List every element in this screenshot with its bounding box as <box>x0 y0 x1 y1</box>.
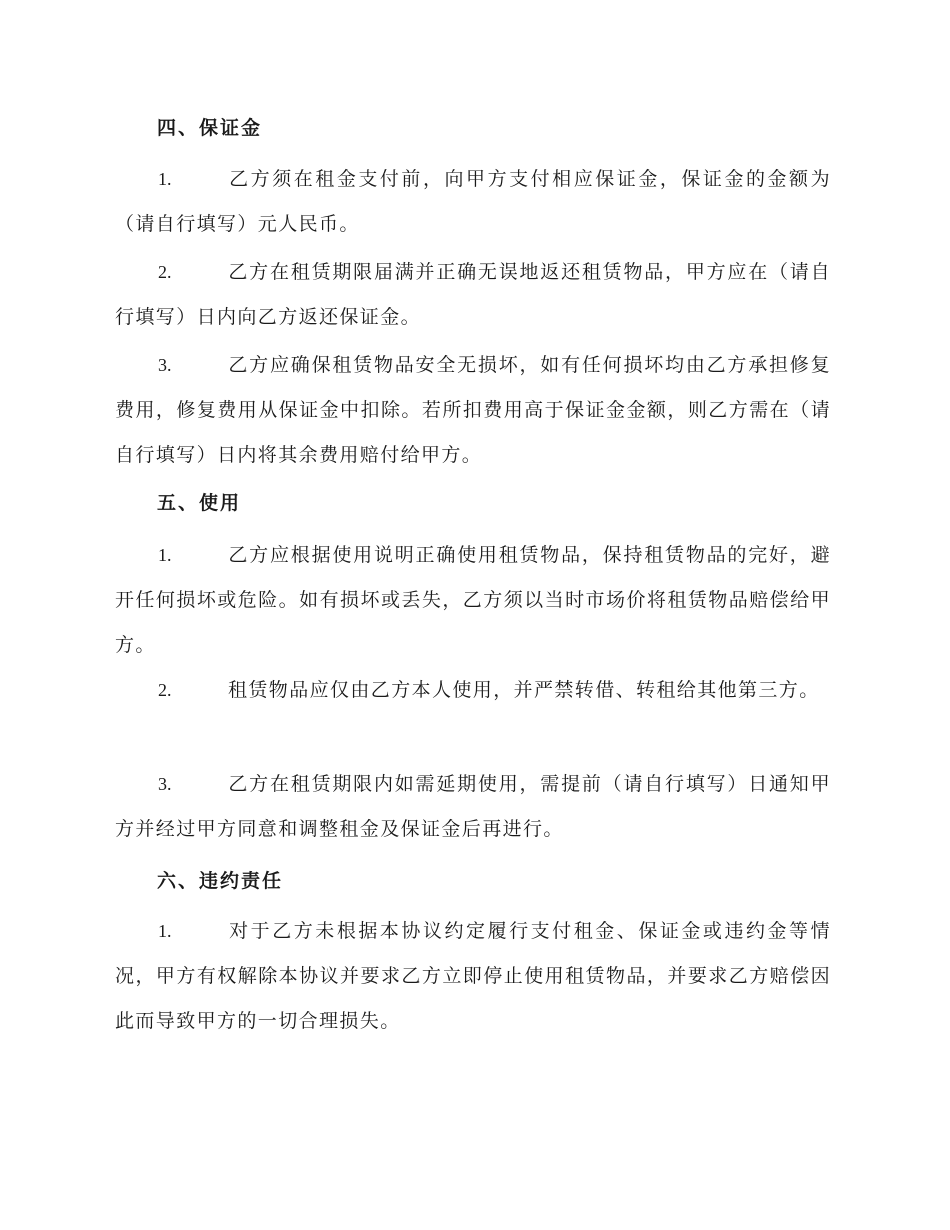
clause-number: 3. <box>158 774 172 794</box>
clause-text: 乙方在租赁期限届满并正确无误地返还租赁物品，甲方应在（请自行填写）日内向乙方返还保证金。 <box>115 261 831 328</box>
clause-text: 乙方在租赁期限内如需延期使用，需提前（请自行填写）日通知甲方并经过甲方同意和调整租金及保证金后再进行。 <box>115 773 831 840</box>
clause-breach-1 <box>115 909 831 1044</box>
clause-number: 3. <box>158 355 172 375</box>
clause-text: 乙方须在租金支付前，向甲方支付相应保证金，保证金的金额为（请自行填写）元人民币。 <box>115 168 831 235</box>
clause-deposit-3 <box>115 343 831 478</box>
clause-deposit-1 <box>115 157 831 247</box>
clause-text: 乙方应确保租赁物品安全无损坏，如有任何损坏均由乙方承担修复费用，修复费用从保证金中扣除。若所扣费用高于保证金金额，则乙方需在（请自行填写）日内将其余费用赔付给甲方。 <box>115 354 831 466</box>
clause-number: 1. <box>158 169 172 189</box>
section-heading-deposit: 四、保证金 <box>157 117 263 139</box>
clause-number: 2. <box>158 680 172 700</box>
section-heading-usage: 五、使用 <box>157 492 242 514</box>
clause-number: 1. <box>158 921 172 941</box>
clause-usage-3 <box>115 762 831 852</box>
clause-usage-1 <box>115 533 831 668</box>
clause-deposit-2 <box>115 250 831 340</box>
section-heading-breach: 六、违约责任 <box>157 870 284 892</box>
clause-text: 租赁物品应仅由乙方本人使用，并严禁转借、转租给其他第三方。 <box>228 679 820 701</box>
clause-number: 1. <box>158 545 172 565</box>
clause-text: 乙方应根据使用说明正确使用租赁物品，保持租赁物品的完好，避开任何损坏或危险。如有损坏或丢失，乙方须以当时市场价将租赁物品赔偿给甲方。 <box>115 544 831 656</box>
clause-number: 2. <box>158 262 172 282</box>
clause-usage-2 <box>115 668 831 713</box>
clause-text: 对于乙方未根据本协议约定履行支付租金、保证金或违约金等情况，甲方有权解除本协议并要求乙方立即停止使用租赁物品，并要求乙方赔偿因此而导致甲方的一切合理损失。 <box>115 920 831 1032</box>
